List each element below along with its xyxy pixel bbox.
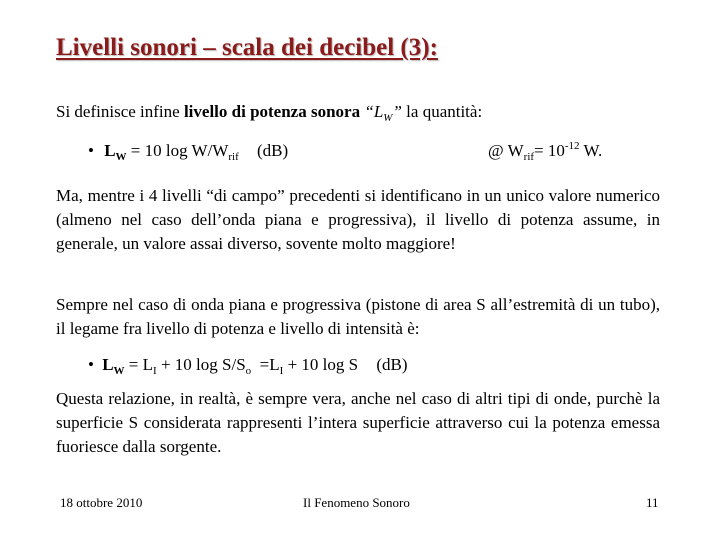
footer-date: 18 ottobre 2010 [60,495,143,510]
formula-2-lhs-sub: W [113,365,125,377]
formula-1-unit: (dB) [257,141,289,160]
formula-2-unit: (dB) [376,355,408,374]
formula-2-eq1-sub2: o [245,365,252,377]
ref-sub: rif [523,151,535,163]
paragraph-2: Sempre nel caso di onda piana e progressiva (pistone di area S all’estremità di un tubo), il legame fra livello di potenza e livello di intensità è: [56,295,660,338]
formula-2-eq2-sub: I [279,365,284,377]
formula-2-eq1-rest: + 10 log S/S [156,355,246,374]
footer-center: Il Fenomeno Sonoro [303,495,410,510]
paragraph-3: Questa relazione, in realtà, è sempre vera, anche nel caso di altri tipi di onde, purchè la superficie S considerata rappresenti l’intera superficie attraverso cui la potenza emessa fuoriesce dalla sorgente. [56,389,660,456]
formula-1-expr: = 10 log W/W [126,141,229,160]
formula-2-eq1-sub: I [153,365,157,377]
formula-2 [88,353,408,377]
formula-1-expr-sub: rif [228,151,239,163]
ref-text: @ W [488,141,524,160]
formula-1-lhs-sub: W [115,151,127,163]
paragraph-1: Ma, mentre i 4 livelli “di campo” precedenti si identificano in un unico valore numerico (almeno nel caso dell’onda piana e progressiva), il livello di potenza assume, in generale, un valore assai diverso, sovente molto maggiore! [56,186,660,253]
slide-title: Livelli sonori – scala dei decibel (3): [56,34,438,61]
formula-2-lhs: L [102,355,114,374]
formula-2-eq2-rest: + 10 log S [283,355,359,374]
footer-page-number: 11 [646,495,659,510]
bullet-icon: • [88,355,94,374]
intro-text-after: la quantità: [401,102,483,121]
formula-2-eq1: = L [124,355,154,374]
formula-1-reference [488,139,602,163]
formula-1 [88,139,288,163]
intro-text-before: Si definisce infine [56,102,184,121]
formula-2-eq2: =L [251,355,280,374]
ref-unit: W. [579,141,603,160]
intro-quote-open: “L [360,102,384,121]
intro-quote-sub: W [383,112,393,124]
intro-quote-close: ” [392,102,402,121]
formula-1-lhs: L [104,141,116,160]
ref-exp: -12 [564,140,580,152]
intro-bold-term: livello di potenza sonora [183,102,361,121]
ref-value: = 10 [534,141,565,160]
bullet-icon: • [88,141,94,160]
intro-line [56,100,660,124]
